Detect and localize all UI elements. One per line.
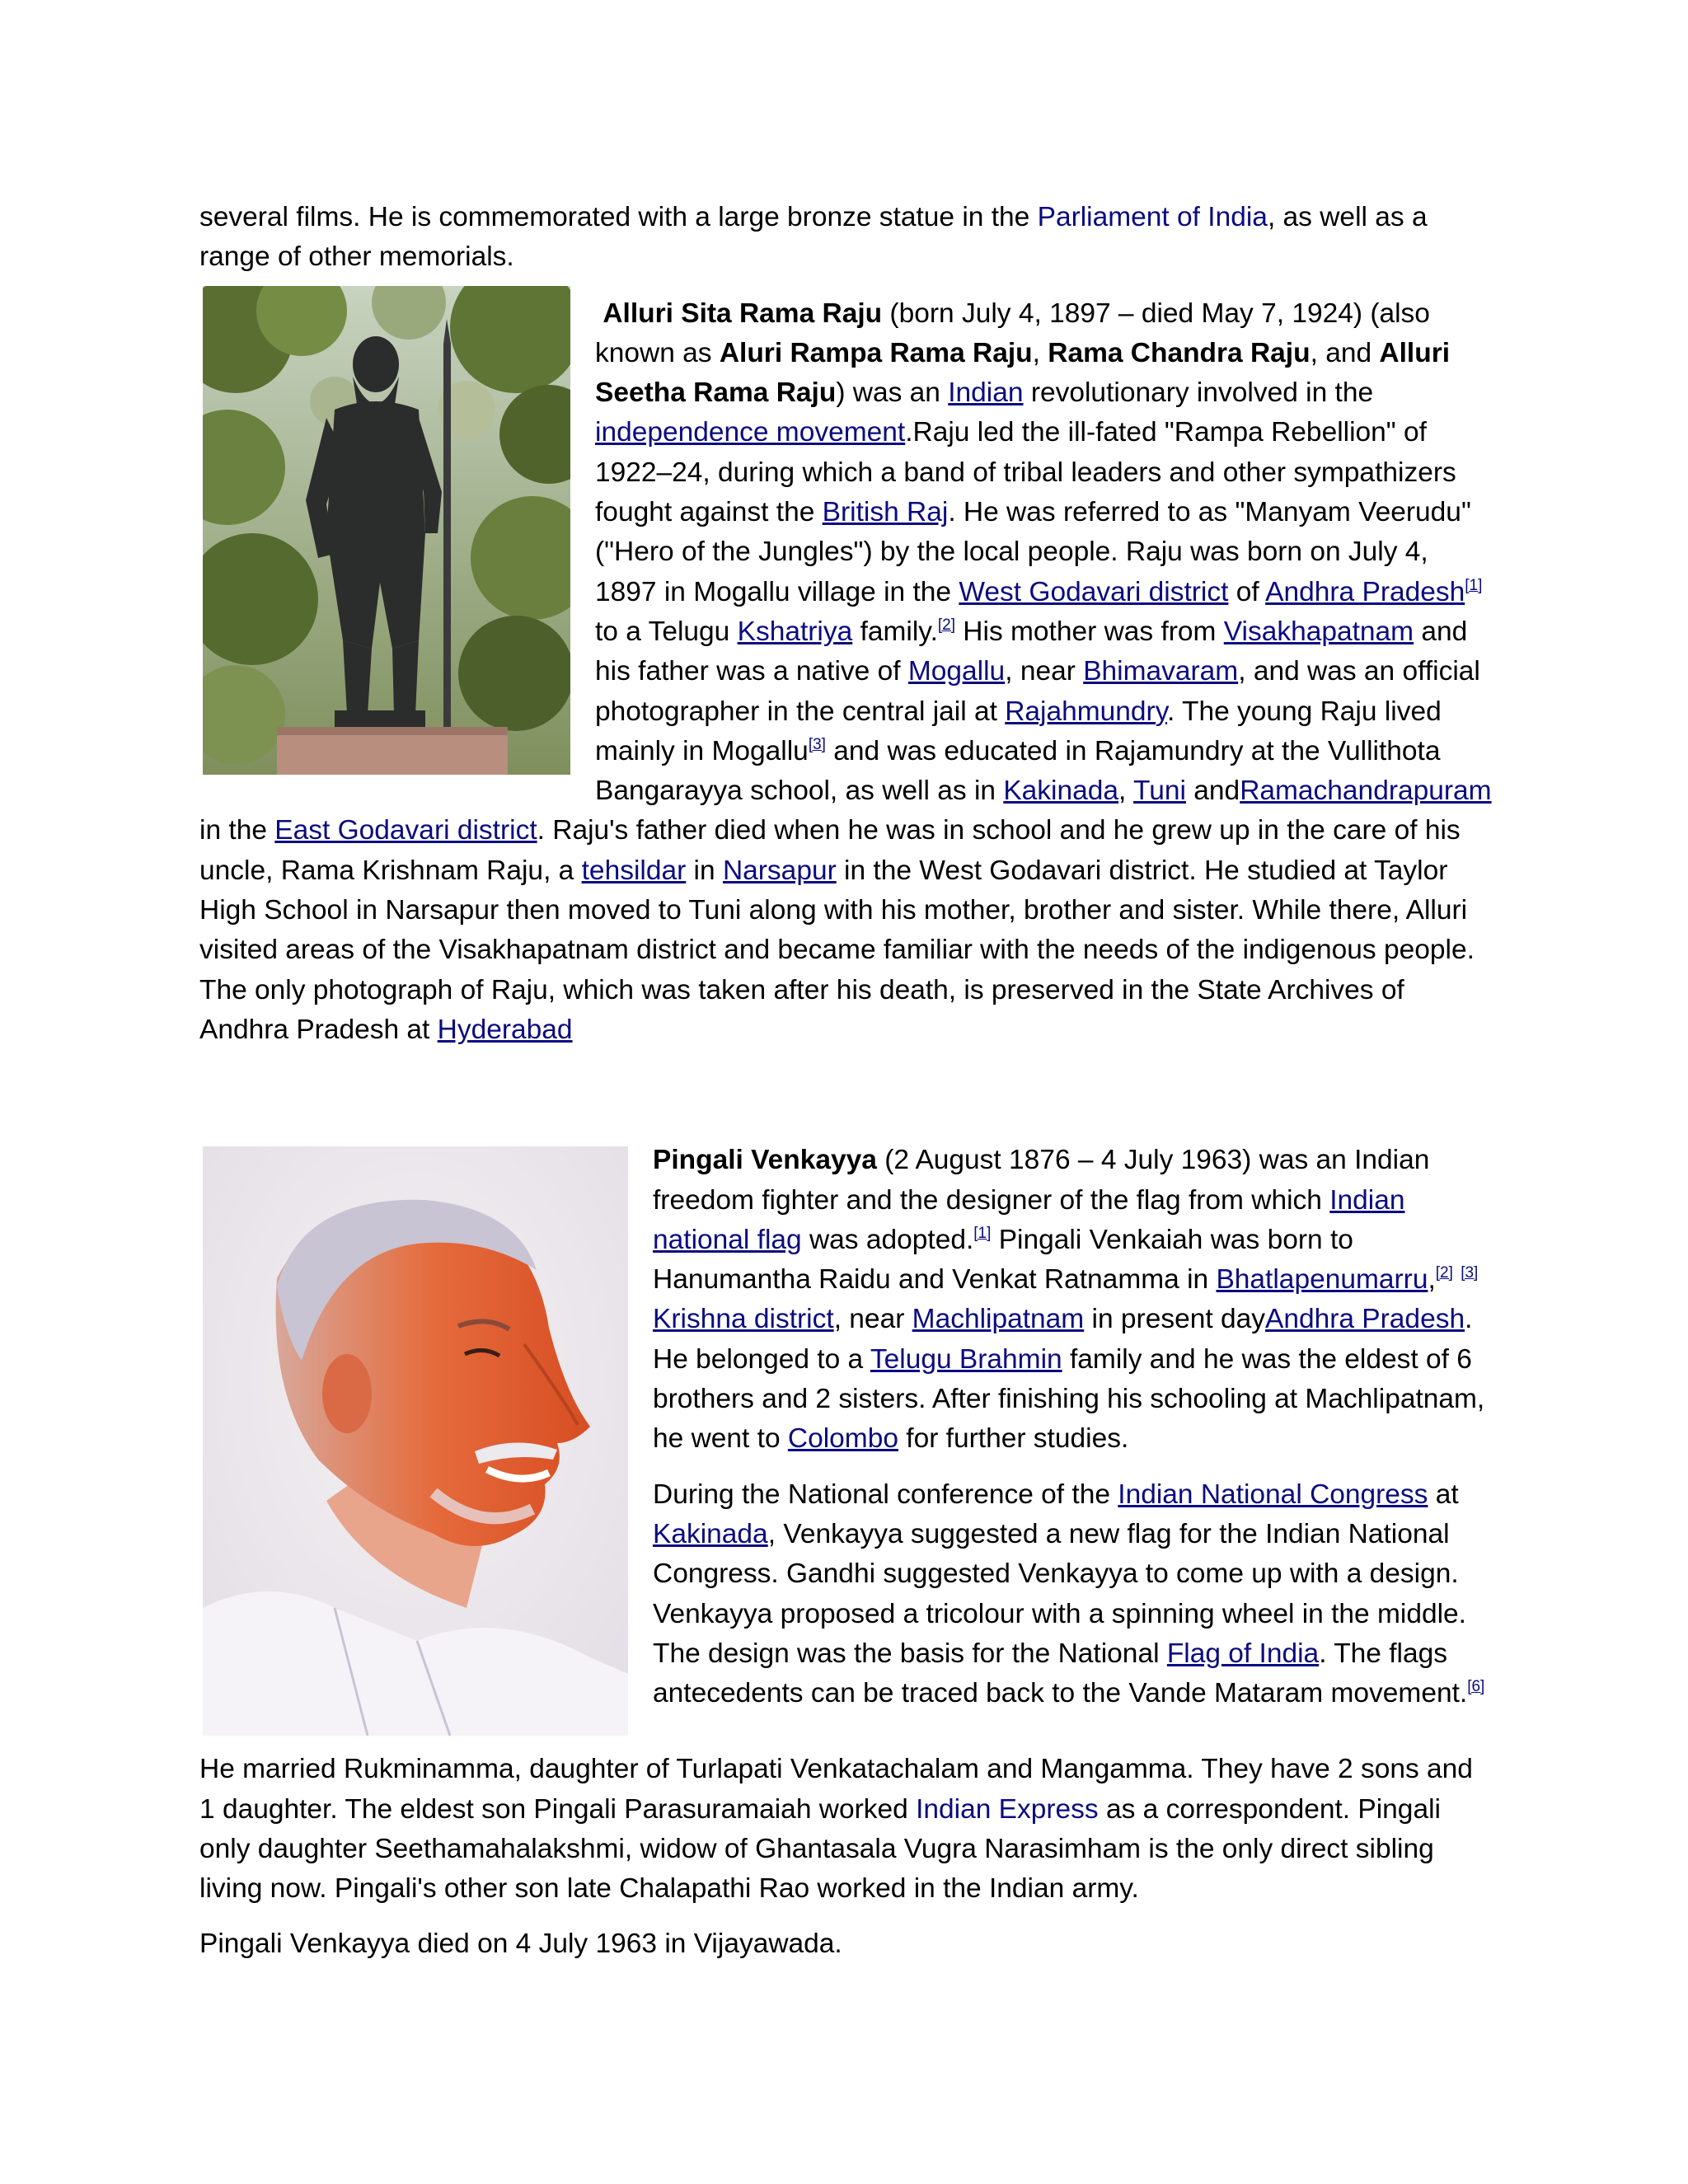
text: of [1228,576,1266,607]
text: , [1118,776,1134,807]
link-telugu-brahmin[interactable]: Telugu Brahmin [870,1343,1062,1375]
link-krishna-district[interactable]: Krishna district [653,1304,834,1335]
link-west-godavari-district[interactable]: West Godavari district [959,576,1229,607]
link-ramachandrapuram[interactable]: Ramachandrapuram [1240,776,1492,807]
text: . Raju's father died when he was in school and he grew up in the care of his uncle, Rama Krishnam Raju, a [199,815,1461,886]
link-rajahmundry[interactable]: Rajahmundry [1005,696,1167,727]
link-kshatriya[interactable]: Kshatriya [737,616,853,647]
citation-2[interactable]: [2] [1435,1264,1453,1282]
text: . The flags antecedents can be traced back to the Vande Mataram movement. [653,1638,1468,1709]
text: family. [852,616,938,647]
text: During the National conference of the [653,1479,1118,1510]
bold-name: Rama Chandra Raju [1048,337,1311,368]
citation-3[interactable]: [3] [1461,1264,1479,1282]
link-andhra-pradesh[interactable]: Andhra Pradesh [1264,1304,1465,1335]
link-tehsildar[interactable]: tehsildar [581,855,687,886]
text: Pingali Venkayya died on 4 July 1963 in Vijayawada. [199,1929,842,1960]
text: ) was an [836,377,949,409]
link-independence-movement[interactable]: independence movement [595,417,906,448]
text: He married Rukminamma, daughter of Turlapati Venkatachalam and Mangamma. They have 2 sons and 1 daughter. The eldest son Pingali Parasuramaiah worked [199,1754,1473,1825]
document-page [199,198,1493,1965]
text: , [1032,337,1048,368]
text: , as well as a range of other memorials. [199,202,1428,273]
text: in [686,855,723,886]
link-british-raj[interactable]: British Raj [822,497,949,528]
text: revolutionary involved in the [1023,377,1374,409]
bold-name: Alluri Seetha Rama Raju [595,337,1451,409]
text: at [1428,1479,1459,1510]
citation-2[interactable]: [2] [937,616,955,634]
link-east-godavari-district[interactable]: East Godavari district [274,815,537,846]
link-kakinada[interactable]: Kakinada [653,1518,768,1549]
text: to a Telugu [595,616,738,647]
citation-1[interactable]: [1] [1465,576,1483,594]
text: , and was an official photographer in the central jail at [595,656,1480,727]
pingali-paragraph-4 [199,1924,1493,1964]
link-colombo[interactable]: Colombo [787,1423,898,1455]
link-indian[interactable]: Indian [948,377,1024,409]
text: in the [199,815,275,846]
link-mogallu[interactable]: Mogallu [907,656,1006,687]
intro-paragraph [199,198,1493,278]
bold-name: Alluri Sita Rama Raju [603,298,883,329]
link-visakhapatnam[interactable]: Visakhapatnam [1223,616,1414,647]
pingali-portrait-photo [203,1146,628,1736]
link-andhra-pradesh[interactable]: Andhra Pradesh [1265,576,1465,607]
text: , [1428,1264,1436,1296]
link-parliament-of-india[interactable]: Parliament of India [1037,202,1268,232]
bold-name: Aluri Rampa Rama Raju [719,337,1033,368]
text: .Raju led the ill-fated "Rampa Rebellion" of 1922–24, during which a band of tribal leaders and other sympathizers fought against the [595,417,1456,528]
text: . The young Raju lived mainly in Mogallu [595,696,1442,766]
text: . He was referred to as "Manyam Veerudu" ("Hero of the Jungles") by the local people. Raju was born on July 4, 1897 in Mogallu village in the [595,497,1471,607]
text: several films. He is commemorated with a large bronze statue in the [199,202,1038,232]
section-gap [199,1050,1493,1141]
text: Pingali Venkaiah was born to Hanumantha Raidu and Venkat Ratnamma in [653,1224,1353,1296]
link-machlipatnam[interactable]: Machlipatnam [912,1304,1085,1335]
text: , near [833,1304,912,1335]
citation-1[interactable]: [1] [973,1224,992,1242]
text: , and [1310,337,1380,368]
text: His mother was from [955,616,1224,647]
text: and was educated in Rajamundry at the Vullithota Bangarayya school, as well as in [595,735,1441,807]
text: family and he was the eldest of 6 brothers and 2 sisters. After finishing his schooling at Machlipatnam, he went to [653,1343,1485,1455]
text: as a correspondent. Pingali only daughter Seethamahalakshmi, widow of Ghantasala Vugra Narasimham is the only direct sibling living now. Pingali's other son late Chalapathi Rao worked in the Indian army. [199,1793,1441,1905]
link-narsapur[interactable]: Narsapur [722,855,837,886]
link-indian-express[interactable]: Indian Express [916,1793,1099,1825]
link-bhatlapenumarru[interactable]: Bhatlapenumarru [1216,1264,1428,1296]
link-flag-of-india[interactable]: Flag of India [1166,1638,1320,1669]
link-tuni[interactable]: Tuni [1133,776,1186,807]
text: and [1185,776,1240,807]
link-indian-national-flag[interactable]: Indian national flag [653,1184,1405,1255]
text: and his father was a native of [595,616,1468,687]
text: , Venkayya suggested a new flag for the Indian National Congress. Gandhi suggested Venkayya to come up with a design. Venkayya proposed a tricolour with a spinning wheel in the middle. The design was the basis for the National [653,1518,1466,1669]
text: for further studies. [898,1423,1129,1455]
text: , near [1005,656,1084,687]
bold-name: Pingali Venkayya [653,1145,877,1176]
text: was adopted. [801,1224,974,1255]
link-hyderabad[interactable]: Hyderabad [437,1014,573,1045]
text: (2 August 1876 – 4 July 1963) was an Indian freedom fighter and the designer of the flag from which [653,1145,1430,1216]
link-bhimavaram[interactable]: Bhimavaram [1083,656,1239,687]
link-kakinada[interactable]: Kakinada [1003,776,1119,807]
pingali-paragraph-3 [199,1750,1493,1909]
text: in present day [1084,1304,1265,1335]
link-indian-national-congress[interactable]: Indian National Congress [1118,1479,1428,1510]
text: in the West Godavari district. He studied at Taylor High School in Narsapur then moved to Tuni along with his mother, brother and sister. While there, Alluri visited areas of the Visakhapatnam district and became familiar with the needs of the indigenous people. The only photograph of Raju, which was taken after his death, is preserved in the State Archives of Andhra Pradesh at [199,855,1475,1045]
citation-6[interactable]: [6] [1467,1678,1485,1696]
text: (born July 4, 1897 – died May 7, 1924) (also known as [595,298,1430,368]
text: . He belonged to a [653,1304,1473,1375]
alluri-statue-photo [203,286,570,775]
citation-3[interactable]: [3] [808,735,826,753]
